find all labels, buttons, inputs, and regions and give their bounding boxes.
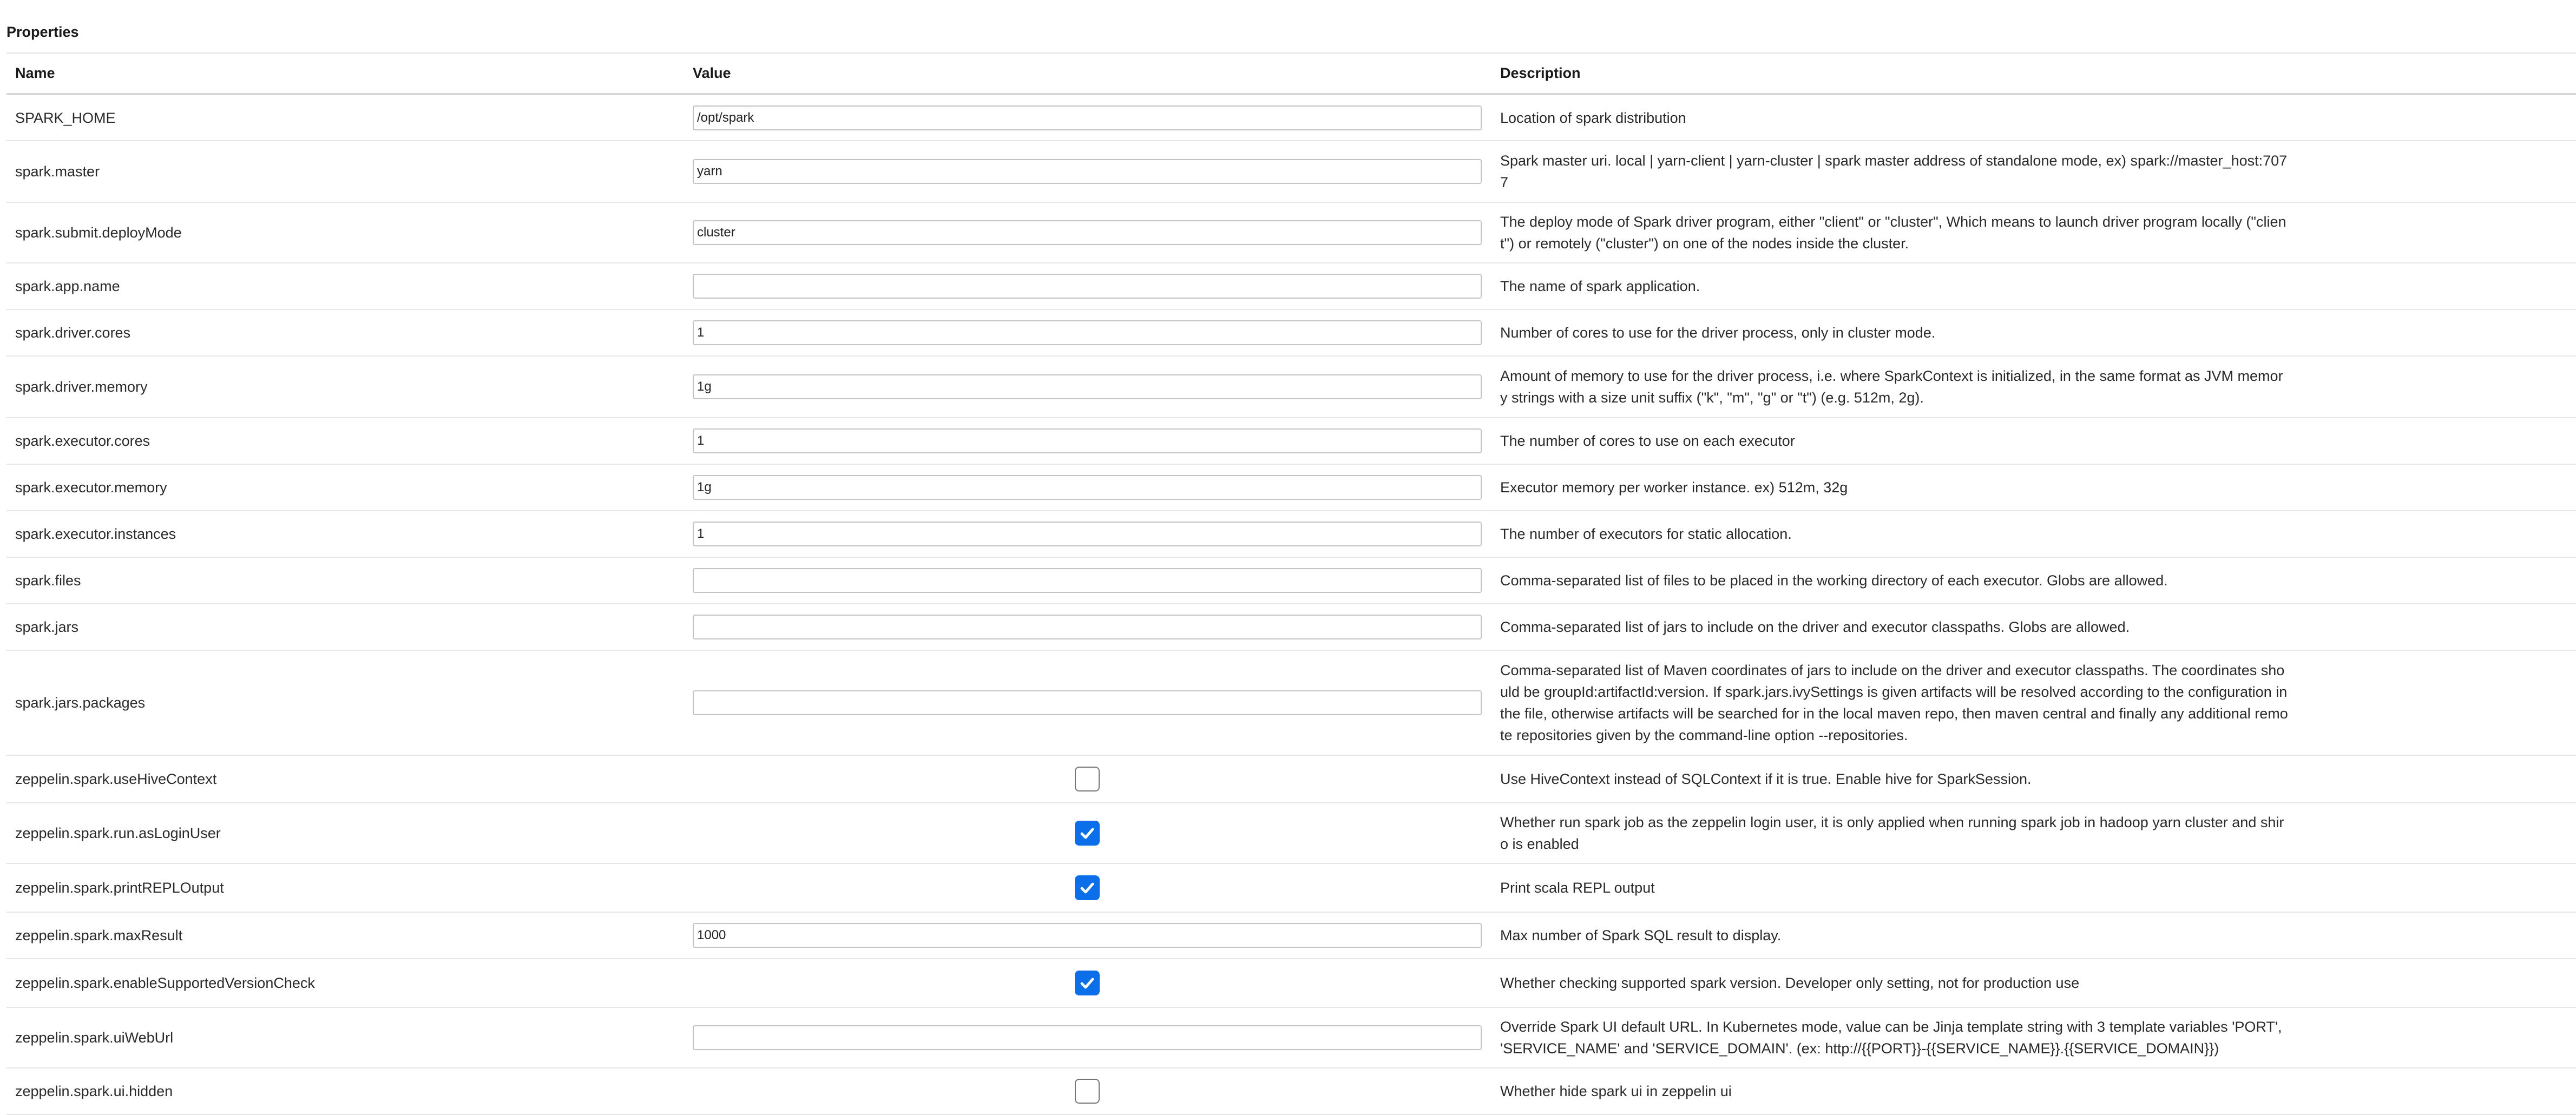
property-description-cell [1491,356,2576,418]
property-description-cell [1491,959,2576,1007]
property-checkbox[interactable] [1075,821,1100,846]
property-name: SPARK_HOME [6,94,684,141]
property-value-cell [684,604,1491,650]
checkbox-wrapper [693,820,1482,847]
property-description: Location of spark distribution [1500,109,1686,126]
property-description: Use HiveContext instead of SQLContext if it is true. Enable hive for SparkSession. [1500,771,2032,787]
property-value-cell [684,464,1491,511]
property-value-input[interactable] [693,274,1482,299]
checkbox-wrapper [693,766,1482,793]
property-name: zeppelin.spark.uiWebUrl [6,1007,684,1068]
property-value-cell [684,309,1491,356]
section-title: Properties [6,24,79,40]
column-header-description: Description [1491,53,2576,94]
table-row [6,1007,2576,1068]
property-description-cell [1491,557,2576,604]
property-description: Max number of Spark SQL result to display. [1500,927,1782,944]
checkmark-icon [1079,974,1096,992]
property-description-cell [1491,202,2576,263]
property-value-cell [684,1068,1491,1114]
property-description: Comma-separated list of jars to include on the driver and executor classpaths. Globs are allowed. [1500,619,2130,635]
property-name: spark.jars.packages [6,650,684,755]
property-description-cell [1491,263,2576,309]
property-name: zeppelin.spark.ui.hidden [6,1068,684,1114]
table-row [6,511,2576,557]
property-description-cell [1491,650,2576,755]
property-description-cell [1491,309,2576,356]
property-description: Executor memory per worker instance. ex) 512m, 32g [1500,479,1848,496]
property-name: spark.driver.cores [6,309,684,356]
property-value-cell [684,650,1491,755]
property-name: spark.executor.cores [6,418,684,464]
property-name: spark.jars [6,604,684,650]
property-description-cell [1491,863,2576,912]
property-value-input[interactable] [693,1025,1482,1050]
property-description: Comma-separated list of files to be placed in the working directory of each executor. Globs are allowed. [1500,572,2168,589]
property-name: zeppelin.spark.useHiveContext [6,755,684,803]
property-value-cell [684,511,1491,557]
property-description-cell [1491,141,2576,202]
checkbox-wrapper [693,874,1482,901]
table-row [6,650,2576,755]
table-row [6,959,2576,1007]
column-header-name: Name [6,53,684,94]
property-description-cell [1491,418,2576,464]
property-name: zeppelin.spark.printREPLOutput [6,863,684,912]
property-checkbox[interactable] [1075,767,1100,791]
checkbox-wrapper [693,969,1482,997]
property-value-input[interactable] [693,374,1482,399]
property-name: zeppelin.spark.run.asLoginUser [6,803,684,863]
properties-table-body [6,94,2576,1114]
table-row [6,803,2576,863]
property-value-cell [684,356,1491,418]
property-name: spark.executor.memory [6,464,684,511]
property-description: The number of cores to use on each executor [1500,433,1795,449]
table-header-row [6,53,2576,94]
property-value-cell [684,912,1491,959]
table-row [6,863,2576,912]
property-value-input[interactable] [693,320,1482,345]
table-row [6,1068,2576,1114]
table-row [6,604,2576,650]
table-row [6,912,2576,959]
property-value-cell [684,803,1491,863]
property-checkbox[interactable] [1075,875,1100,900]
property-value-cell [684,141,1491,202]
property-name: spark.submit.deployMode [6,202,684,263]
property-description-cell [1491,912,2576,959]
property-value-cell [684,202,1491,263]
checkmark-icon [1079,824,1096,842]
property-description-cell [1491,1007,2576,1068]
property-description-cell [1491,94,2576,141]
property-description: Comma-separated list of Maven coordinates of jars to include on the driver and executor classpaths. The coordinates should be groupId:artifactId:version. If spark.jars.ivySettings is given artifacts will be resolved according to the configuration in the file, otherwise artifacts will be searched for in the local maven repo, then maven central and finally any additional remote repositories given by the command-line option --repositories. [1500,662,2288,743]
checkbox-wrapper [693,1078,1482,1105]
property-checkbox[interactable] [1075,1079,1100,1104]
property-value-input[interactable] [693,475,1482,500]
property-name: zeppelin.spark.maxResult [6,912,684,959]
table-row [6,464,2576,511]
properties-table [6,52,2576,1115]
table-row [6,557,2576,604]
property-description: Print scala REPL output [1500,880,1655,896]
property-value-cell [684,418,1491,464]
checkmark-icon [1079,879,1096,896]
column-header-value: Value [684,53,1491,94]
table-row [6,755,2576,803]
property-value-cell [684,755,1491,803]
property-description: Whether run spark job as the zeppelin login user, it is only applied when running spark job in hadoop yarn cluster and shiro is enabled [1500,814,2284,852]
property-name: spark.executor.instances [6,511,684,557]
table-row [6,263,2576,309]
property-description-cell [1491,755,2576,803]
property-description: Whether hide spark ui in zeppelin ui [1500,1083,1732,1099]
property-value-input[interactable] [693,220,1482,245]
property-value-input[interactable] [693,522,1482,546]
property-value-input[interactable] [693,428,1482,453]
property-name: zeppelin.spark.enableSupportedVersionCheck [6,959,684,1007]
property-value-input[interactable] [693,690,1482,715]
table-row [6,141,2576,202]
property-value-cell [684,1007,1491,1068]
property-name: spark.files [6,557,684,604]
property-description-cell [1491,464,2576,511]
property-description-cell [1491,511,2576,557]
property-name: spark.master [6,141,684,202]
property-description-cell [1491,1068,2576,1114]
property-description: Override Spark UI default URL. In Kubernetes mode, value can be Jinja template string with 3 template variables 'PORT', 'SERVICE_NAME' and 'SERVICE_DOMAIN'. (ex: http://{{PORT}}-{{SERVICE_NAME}}.{{SERVICE_DOMAIN}}) [1500,1019,2282,1057]
property-description: The number of executors for static allocation. [1500,526,1792,542]
table-row [6,202,2576,263]
property-description-cell [1491,803,2576,863]
property-value-input[interactable] [693,615,1482,639]
property-value-cell [684,94,1491,141]
table-row [6,356,2576,418]
property-value-cell [684,863,1491,912]
property-description: The name of spark application. [1500,278,1700,294]
property-description: Amount of memory to use for the driver process, i.e. where SparkContext is initialized, in the same format as JVM memory strings with a size unit suffix ("k", "m", "g" or "t") (e.g. 512m, 2g). [1500,368,2283,406]
property-description: The deploy mode of Spark driver program, either "client" or "cluster", Which means to launch driver program locally ("client") or remotely ("cluster") on one of the nodes inside the cluster. [1500,214,2286,252]
property-value-cell [684,263,1491,309]
table-row [6,94,2576,141]
property-value-input[interactable] [693,105,1482,130]
property-value-input[interactable] [693,159,1482,184]
table-row [6,309,2576,356]
property-checkbox[interactable] [1075,971,1100,995]
property-description: Whether checking supported spark version. Developer only setting, not for production use [1500,975,2080,991]
property-description-cell [1491,604,2576,650]
property-description: Number of cores to use for the driver process, only in cluster mode. [1500,325,1936,341]
property-value-input[interactable] [693,568,1482,593]
table-row [6,418,2576,464]
property-description: Spark master uri. local | yarn-client | yarn-cluster | spark master address of standalone mode, ex) spark://master_host:7077 [1500,153,2288,190]
property-name: spark.driver.memory [6,356,684,418]
property-name: spark.app.name [6,263,684,309]
property-value-input[interactable] [693,923,1482,948]
property-value-cell [684,959,1491,1007]
property-value-cell [684,557,1491,604]
